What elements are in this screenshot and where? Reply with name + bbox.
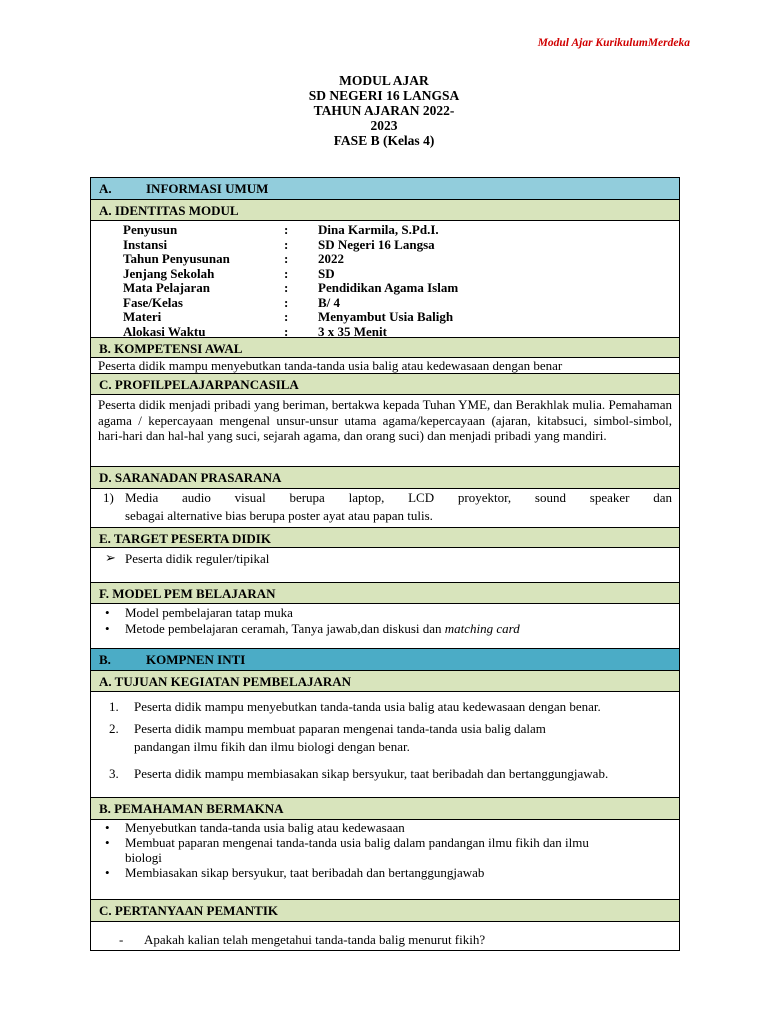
identitas-sep: : bbox=[284, 323, 289, 339]
module-table bbox=[90, 177, 680, 951]
title-line: FASE B (Kelas 4) bbox=[333, 133, 435, 148]
identitas-value: 3 x 35 Menit bbox=[318, 323, 387, 339]
kompetensi-body bbox=[91, 358, 679, 374]
target-text: Peserta didik reguler/tipikal bbox=[125, 551, 270, 566]
section-title: E. TARGET PESERTA DIDIK bbox=[99, 531, 271, 546]
section-label: A. bbox=[99, 181, 112, 196]
identitas-value: Pendidikan Agama Islam bbox=[318, 280, 459, 295]
section-title: D. SARANADAN PRASARANA bbox=[99, 470, 282, 485]
sarana-text-line2: sebagai alternative bias berupa poster ayat atau papan tulis. bbox=[125, 508, 433, 523]
kompetensi-text: Peserta didik mampu menyebutkan tanda-tanda usia balig atau kedewasaan dengan benar bbox=[98, 358, 563, 373]
section-title: B. PEMAHAMAN BERMAKNA bbox=[99, 801, 284, 816]
profil-text: Peserta didik menjadi pribadi yang beriman, bertakwa kepada Tuhan YME, dan Berakhlak mulia. Pemahaman agama / kepercayaan mengenal unsur-unsur utama agama/kepercayaan (ajaran, kitabsuci, simbol-simbol, hari-hari dan hal-hal yang suci, sejarah agama, dan orang suci) dan menjadi pribadi yang mandiri. bbox=[98, 397, 672, 443]
section-tujuan-kegiatan bbox=[91, 671, 679, 692]
list-number: 1. bbox=[109, 699, 119, 714]
tujuan-item-cont: pandangan ilmu fikih dan ilmu biologi dengan benar. bbox=[134, 739, 410, 754]
section-identitas-modul bbox=[91, 200, 679, 221]
identitas-key: Fase/Kelas bbox=[123, 294, 183, 310]
title-line: 2023 bbox=[370, 118, 398, 133]
identitas-value: SD bbox=[318, 265, 335, 281]
dash-bullet-icon: - bbox=[119, 932, 124, 947]
section-sarana-prasarana bbox=[91, 467, 679, 489]
identitas-sep: : bbox=[284, 265, 289, 281]
model-item-text: Metode pembelajaran ceramah, Tanya jawab,dan diskusi dan bbox=[125, 621, 445, 636]
bullet-icon: • bbox=[105, 865, 110, 880]
list-number: 1) bbox=[103, 490, 114, 505]
identitas-body bbox=[91, 221, 679, 338]
list-number: 2. bbox=[109, 721, 119, 736]
identitas-sep: : bbox=[284, 251, 289, 266]
section-informasi-umum bbox=[91, 178, 679, 200]
title-line: SD NEGERI 16 LANGSA bbox=[308, 88, 460, 103]
identitas-key: Jenjang Sekolah bbox=[123, 265, 215, 281]
section-title: KOMPNEN INTI bbox=[146, 652, 246, 667]
bullet-icon: • bbox=[105, 605, 110, 620]
identitas-key: Materi bbox=[123, 309, 162, 324]
section-model-pembelajaran bbox=[91, 583, 679, 604]
target-body bbox=[91, 548, 679, 583]
arrow-bullet-icon: ➢ bbox=[105, 550, 116, 565]
tujuan-item: Peserta didik mampu menyebutkan tanda-tanda usia balig atau kedewasaan dengan benar. bbox=[134, 699, 601, 714]
model-item-emphasis: matching card bbox=[444, 621, 520, 636]
section-label: B. bbox=[99, 652, 111, 667]
tujuan-body bbox=[91, 692, 679, 798]
tujuan-item: Peserta didik mampu membuat paparan mengenai tanda-tanda usia balig dalam bbox=[134, 721, 546, 736]
section-pertanyaan-pemantik bbox=[91, 900, 679, 922]
section-title: A. TUJUAN KEGIATAN PEMBELAJARAN bbox=[99, 674, 352, 689]
identitas-sep: : bbox=[284, 309, 289, 324]
list-number: 3. bbox=[109, 766, 119, 781]
pertanyaan-text: Apakah kalian telah mengetahui tanda-tanda balig menurut fikih? bbox=[144, 932, 486, 947]
section-pemahaman-bermakna bbox=[91, 798, 679, 820]
title-line: TAHUN AJARAN 2022- bbox=[313, 103, 455, 118]
identitas-value: B/ 4 bbox=[318, 294, 341, 310]
identitas-value: Dina Karmila, S.Pd.I. bbox=[318, 222, 439, 237]
sarana-text-line1: Media audio visual berupa laptop, LCD proyektor, sound speaker dan bbox=[125, 490, 672, 505]
identitas-key: Tahun Penyusunan bbox=[123, 251, 230, 266]
section-title: B. KOMPETENSI AWAL bbox=[99, 341, 243, 356]
section-komponen-inti bbox=[91, 649, 679, 671]
title-line: MODUL AJAR bbox=[339, 73, 429, 88]
profil-body bbox=[91, 395, 679, 467]
identitas-sep: : bbox=[284, 294, 289, 310]
document-title bbox=[234, 73, 534, 148]
model-body bbox=[91, 604, 679, 649]
bullet-icon: • bbox=[105, 820, 110, 835]
sarana-body bbox=[91, 489, 679, 528]
identitas-key: Instansi bbox=[123, 236, 168, 252]
identitas-value: SD Negeri 16 Langsa bbox=[318, 236, 435, 252]
section-title: C. PERTANYAAN PEMANTIK bbox=[99, 903, 279, 918]
identitas-sep: : bbox=[284, 280, 289, 295]
pemahaman-item: Membiasakan sikap bersyukur, taat beribadah dan bertanggungjawab bbox=[125, 865, 485, 880]
identitas-sep: : bbox=[284, 236, 289, 252]
pemahaman-item: Membuat paparan mengenai tanda-tanda usia balig dalam pandangan ilmu fikih dan ilmu bbox=[125, 835, 589, 850]
pemahaman-item: Menyebutkan tanda-tanda usia balig atau kedewasaan bbox=[125, 820, 405, 835]
pemahaman-item-cont: biologi bbox=[125, 850, 162, 865]
model-item bbox=[125, 621, 520, 636]
identitas-value: 2022 bbox=[318, 251, 344, 266]
bullet-icon: • bbox=[105, 621, 110, 636]
section-title: C. PROFILPELAJARPANCASILA bbox=[99, 377, 299, 392]
header-note: Modul Ajar KurikulumMerdeka bbox=[537, 37, 690, 49]
pertanyaan-body bbox=[91, 922, 679, 951]
section-title: INFORMASI UMUM bbox=[146, 181, 269, 196]
section-target-peserta-didik bbox=[91, 528, 679, 548]
identitas-sep: : bbox=[284, 222, 289, 237]
identitas-value: Menyambut Usia Baligh bbox=[318, 309, 454, 324]
tujuan-item: Peserta didik mampu membiasakan sikap bersyukur, taat beribadah dan bertanggungjawab. bbox=[134, 766, 609, 781]
section-title: A. IDENTITAS MODUL bbox=[99, 203, 239, 218]
bullet-icon: • bbox=[105, 835, 110, 850]
model-item: Model pembelajaran tatap muka bbox=[125, 605, 293, 620]
identitas-key: Mata Pelajaran bbox=[123, 280, 211, 295]
section-kompetensi-awal bbox=[91, 338, 679, 358]
identitas-key: Alokasi Waktu bbox=[123, 323, 206, 339]
pemahaman-body bbox=[91, 820, 679, 900]
identitas-key: Penyusun bbox=[123, 222, 178, 237]
section-profil-pelajar-pancasila bbox=[91, 374, 679, 395]
section-title: F. MODEL PEM BELAJARAN bbox=[99, 586, 276, 601]
